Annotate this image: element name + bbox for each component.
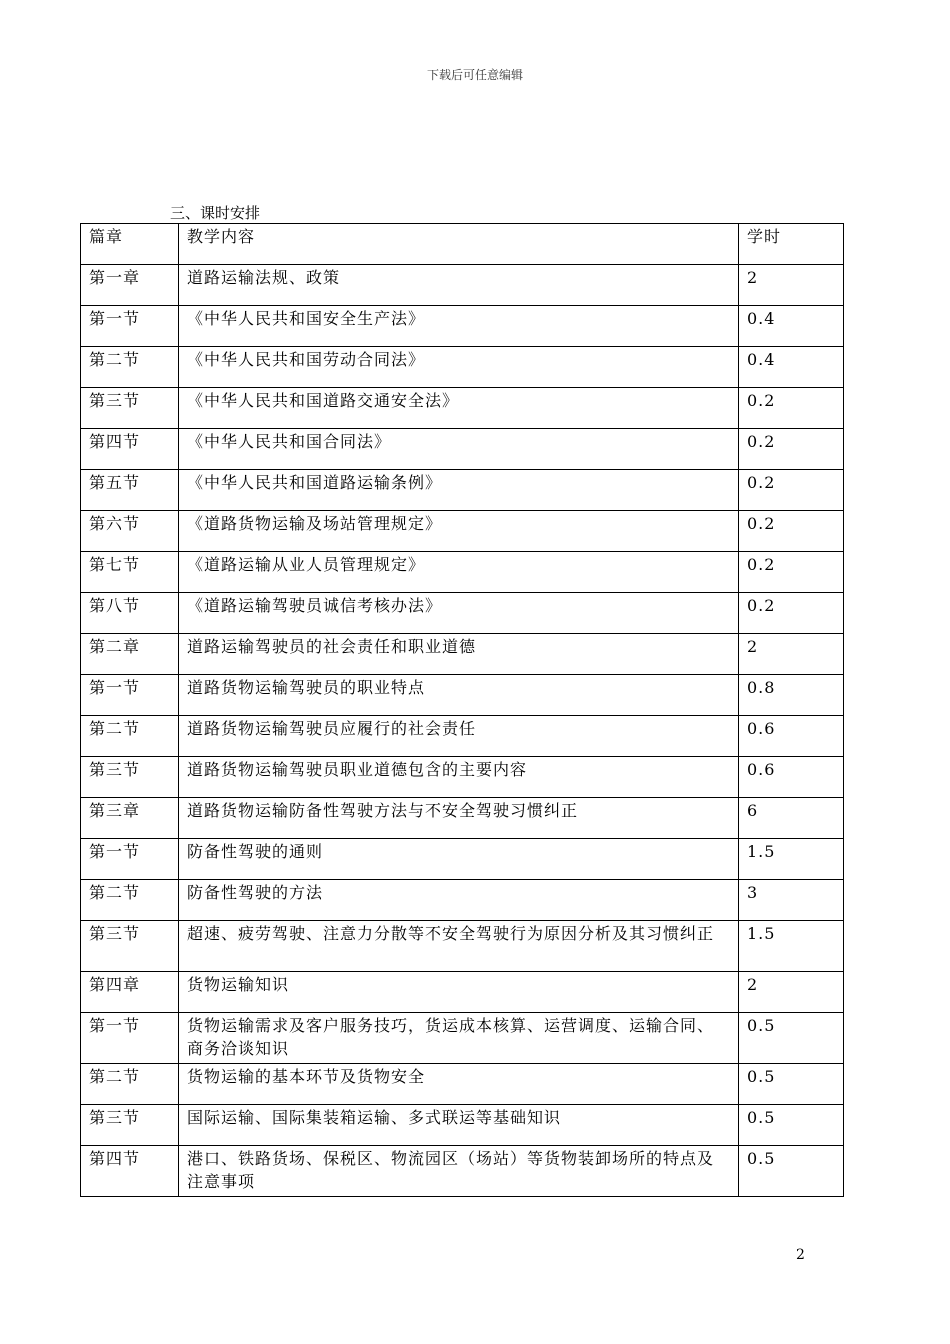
row-chapter-cell: 第二节 [81, 716, 179, 757]
row-content-cell: 道路货物运输驾驶员应履行的社会责任 [179, 716, 739, 757]
row-content-cell: 道路运输法规、政策 [179, 265, 739, 306]
page-number: 2 [796, 1247, 805, 1263]
row-content-cell: 《道路运输驾驶员诚信考核办法》 [179, 593, 739, 634]
row-hours-cell: 0.5 [739, 1064, 844, 1105]
row-content-cell: 《中华人民共和国安全生产法》 [179, 306, 739, 347]
table-row [81, 511, 844, 552]
row-content-cell: 《中华人民共和国劳动合同法》 [179, 347, 739, 388]
row-hours-cell: 1.5 [739, 839, 844, 880]
row-hours-cell: 3 [739, 880, 844, 921]
row-hours-cell: 0.2 [739, 388, 844, 429]
table-row [81, 716, 844, 757]
row-hours-cell: 0.5 [739, 1105, 844, 1146]
table-row [81, 675, 844, 716]
row-content-cell: 货物运输的基本环节及货物安全 [179, 1064, 739, 1105]
row-hours-cell: 2 [739, 265, 844, 306]
row-content-cell: 道路运输驾驶员的社会责任和职业道德 [179, 634, 739, 675]
row-chapter-cell: 第四节 [81, 1146, 179, 1197]
table-row [81, 1105, 844, 1146]
row-hours-cell: 0.2 [739, 552, 844, 593]
row-content-cell: 防备性驾驶的通则 [179, 839, 739, 880]
row-chapter-cell: 第五节 [81, 470, 179, 511]
table-row [81, 634, 844, 675]
row-content-cell: 道路货物运输驾驶员职业道德包含的主要内容 [179, 757, 739, 798]
row-chapter-cell: 第八节 [81, 593, 179, 634]
row-hours-cell: 1.5 [739, 921, 844, 972]
header-note: 下载后可任意编辑 [426, 68, 523, 82]
header-cell-hours: 学时 [739, 224, 844, 265]
row-content-cell: 《中华人民共和国合同法》 [179, 429, 739, 470]
table-row [81, 593, 844, 634]
row-hours-cell: 0.4 [739, 306, 844, 347]
row-chapter-cell: 第一章 [81, 265, 179, 306]
row-chapter-cell: 第一节 [81, 306, 179, 347]
table-row [81, 470, 844, 511]
row-chapter-cell: 第二节 [81, 1064, 179, 1105]
table-row [81, 1146, 844, 1197]
row-content-cell: 超速、疲劳驾驶、注意力分散等不安全驾驶行为原因分析及其习惯纠正 [179, 921, 739, 972]
table-row [81, 429, 844, 470]
row-hours-cell: 0.6 [739, 716, 844, 757]
row-chapter-cell: 第四节 [81, 429, 179, 470]
row-hours-cell: 0.6 [739, 757, 844, 798]
row-hours-cell: 0.2 [739, 470, 844, 511]
table-row [81, 1013, 844, 1064]
row-chapter-cell: 第二章 [81, 634, 179, 675]
row-chapter-cell: 第三节 [81, 388, 179, 429]
row-content-cell: 防备性驾驶的方法 [179, 880, 739, 921]
row-content-cell: 国际运输、国际集装箱运输、多式联运等基础知识 [179, 1105, 739, 1146]
row-content-cell: 港口、铁路货场、保税区、物流园区（场站）等货物装卸场所的特点及注意事项 [179, 1146, 739, 1197]
row-chapter-cell: 第三节 [81, 757, 179, 798]
table-row [81, 798, 844, 839]
row-chapter-cell: 第二节 [81, 347, 179, 388]
table-header-row [81, 224, 844, 265]
schedule-table [80, 223, 844, 1197]
section-heading: 三、课时安排 [170, 204, 261, 222]
row-chapter-cell: 第六节 [81, 511, 179, 552]
row-chapter-cell: 第七节 [81, 552, 179, 593]
table-row [81, 1064, 844, 1105]
row-chapter-cell: 第三章 [81, 798, 179, 839]
row-hours-cell: 6 [739, 798, 844, 839]
row-chapter-cell: 第三节 [81, 921, 179, 972]
row-hours-cell: 0.4 [739, 347, 844, 388]
table-row [81, 306, 844, 347]
row-chapter-cell: 第一节 [81, 675, 179, 716]
row-hours-cell: 2 [739, 634, 844, 675]
row-content-cell: 道路货物运输防备性驾驶方法与不安全驾驶习惯纠正 [179, 798, 739, 839]
row-content-cell: 《中华人民共和国道路交通安全法》 [179, 388, 739, 429]
table-row [81, 839, 844, 880]
row-hours-cell: 0.2 [739, 511, 844, 552]
row-content-cell: 货物运输需求及客户服务技巧，货运成本核算、运营调度、运输合同、商务洽谈知识 [179, 1013, 739, 1064]
row-hours-cell: 0.2 [739, 429, 844, 470]
row-content-cell: 《中华人民共和国道路运输条例》 [179, 470, 739, 511]
header-cell-chapter: 篇章 [81, 224, 179, 265]
row-chapter-cell: 第三节 [81, 1105, 179, 1146]
table-row [81, 552, 844, 593]
row-hours-cell: 2 [739, 972, 844, 1013]
table-row [81, 388, 844, 429]
row-content-cell: 货物运输知识 [179, 972, 739, 1013]
row-content-cell: 道路货物运输驾驶员的职业特点 [179, 675, 739, 716]
row-chapter-cell: 第二节 [81, 880, 179, 921]
row-hours-cell: 0.5 [739, 1146, 844, 1197]
table-row [81, 972, 844, 1013]
row-hours-cell: 0.8 [739, 675, 844, 716]
row-hours-cell: 0.2 [739, 593, 844, 634]
table-row [81, 880, 844, 921]
row-content-cell: 《道路运输从业人员管理规定》 [179, 552, 739, 593]
row-chapter-cell: 第四章 [81, 972, 179, 1013]
table-row [81, 921, 844, 972]
row-hours-cell: 0.5 [739, 1013, 844, 1064]
row-chapter-cell: 第一节 [81, 1013, 179, 1064]
table-row [81, 347, 844, 388]
table-row [81, 265, 844, 306]
row-chapter-cell: 第一节 [81, 839, 179, 880]
table-row [81, 757, 844, 798]
header-cell-content: 教学内容 [179, 224, 739, 265]
row-content-cell: 《道路货物运输及场站管理规定》 [179, 511, 739, 552]
